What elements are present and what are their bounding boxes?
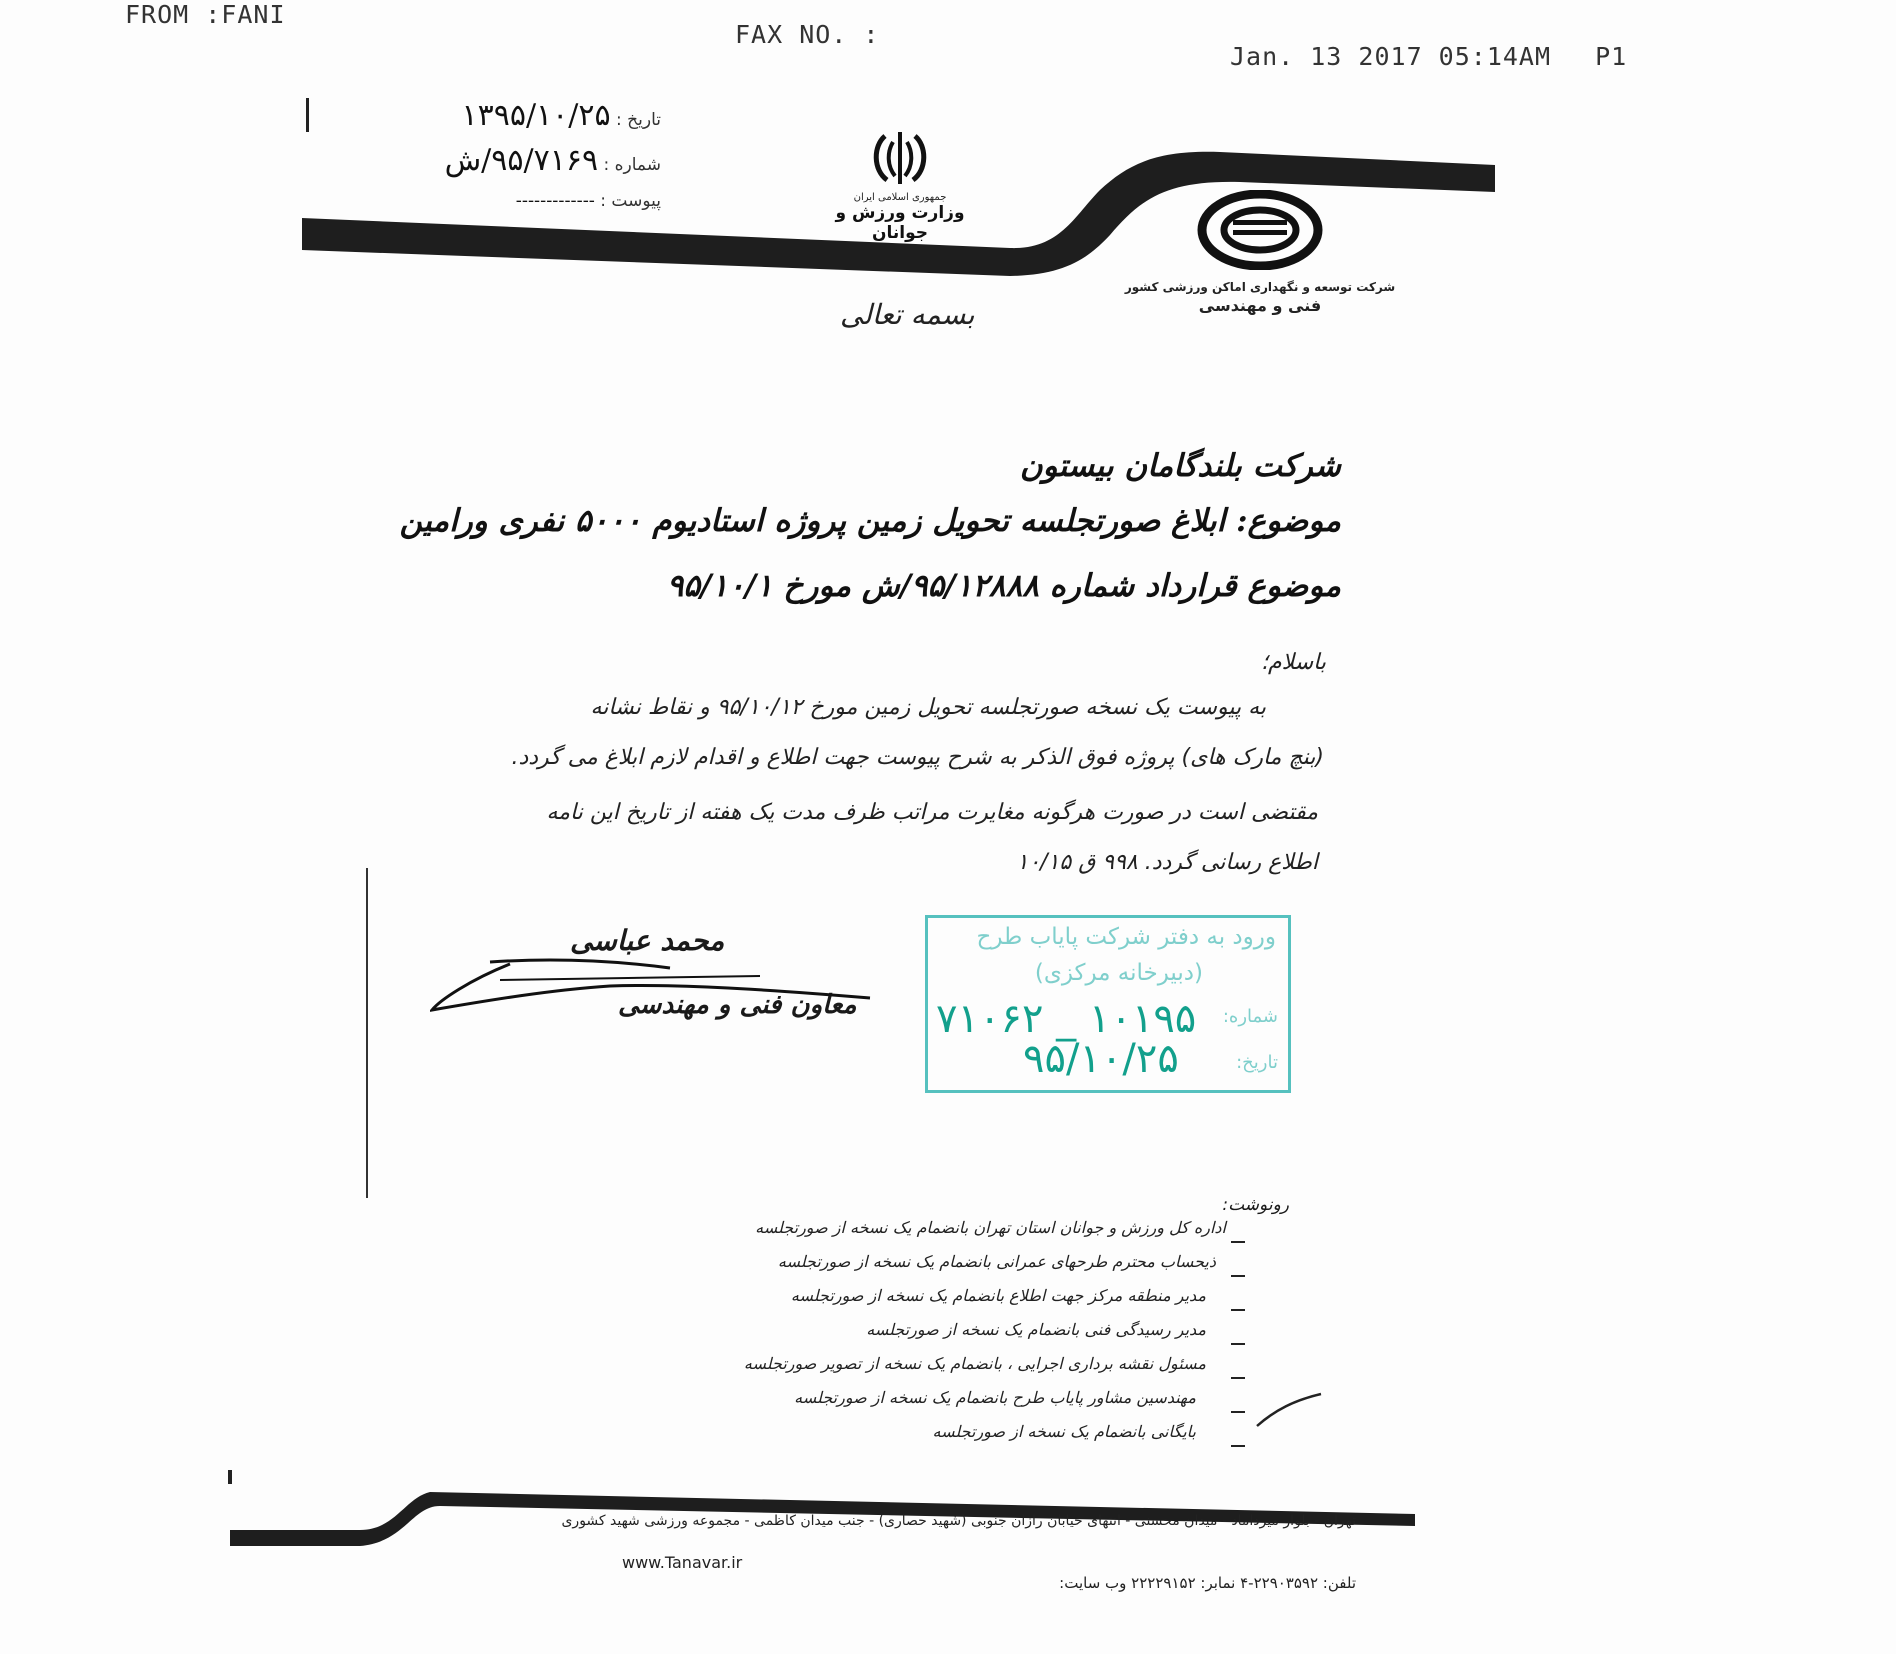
cc-item: مسئول نقشه برداری اجرایی ، بانضمام یک نسخه از تصویر صورتجلسه: [743, 1354, 1206, 1373]
signer-title: معاون فنی و مهندسی: [618, 990, 857, 1020]
contract-subject: موضوع قرارداد شماره ۹۵/۱۲۸۸۸/ش مورخ ۹۵/۱۰/۱: [666, 568, 1341, 604]
cc-item: مهندسین مشاور پایاب طرح بانضمام یک نسخه از صورتجلسه: [794, 1388, 1196, 1407]
body-line: (بنچ مارک های) پروژه فوق الذکر به شرح پیوست جهت اطلاع و اقدام لازم ابلاغ می گردد.: [511, 745, 1324, 770]
received-stamp: [925, 915, 1291, 1093]
stamp-date-label: تاریخ:: [1236, 1052, 1278, 1073]
body-line: به پیوست یک نسخه صورتجلسه تحویل زمین مورخ ۹۵/۱۰/۱۲ و نقاط نشانه: [590, 695, 1266, 720]
recipient: شرکت بلندگامان بیستون: [1019, 448, 1341, 484]
letter-subject: موضوع: ابلاغ صورتجلسه تحویل زمین پروژه استادیوم ۵۰۰۰ نفری ورامین: [399, 503, 1341, 539]
basmala: بسمه تعالی: [840, 298, 975, 331]
body-line: مقتضی است در صورت هرگونه مغایرت مراتب ظرف مدت یک هفته از تاریخ این نامه: [546, 800, 1318, 825]
footer-address: تهران - بلوار میرداماد - میدان محسنی - انتهای خیابان رازان جنوبی (شهید حصاری) - جنب میدان کاظمی - مجموعه ورزشی شهید کشوری: [561, 1513, 1356, 1529]
government-title: جمهوری اسلامی ایران: [853, 192, 947, 203]
cc-item: ذیحساب محترم طرحهای عمرانی بانضمام یک نسخه از صورتجلسه: [777, 1252, 1216, 1271]
footer-website: www.Tanavar.ir: [622, 1553, 743, 1572]
stamp-number-label: شماره:: [1222, 1006, 1278, 1027]
cc-item: مدیر منطقه مرکز جهت اطلاع بانضمام یک نسخه از صورتجلسه: [790, 1286, 1206, 1305]
body-line: اطلاع رسانی گردد. ۹۹۸ ق ۱۰/۱۵: [1016, 850, 1318, 875]
stamp-number: ۱۰۱۹۵ _ ۷۱۰۶۲: [936, 996, 1197, 1042]
iran-emblem-block: [815, 128, 985, 243]
footer-contact: تلفن: ۲۲۹۰۳۵۹۲-۴ نمابر: ۲۲۲۲۹۱۵۲ وب سایت:: [1059, 1574, 1356, 1592]
iran-emblem-icon: [865, 128, 935, 188]
signer-name: محمد عباسی: [570, 924, 725, 957]
meta-number-value: ۹۵/۷۱۶۹/ش: [444, 143, 599, 178]
cc-item: مدیر رسیدگی فنی بانضمام یک نسخه از صورتجلسه: [866, 1320, 1206, 1339]
stamp-date: ۹۵/۱۰/۲۵: [1023, 1036, 1179, 1082]
ministry-title: وزارت ورزش و جوانان: [835, 203, 965, 243]
cc-label: رونوشت:: [1222, 1195, 1289, 1215]
stamp-line-1: ورود به دفتر شرکت پایاب طرح: [976, 924, 1276, 950]
footer-band: [0, 1470, 1896, 1550]
company-name: شرکت توسعه و نگهداری اماکن ورزشی کشور: [1124, 280, 1396, 294]
department-name: فنی و مهندسی: [1198, 296, 1322, 315]
margin-rule: [366, 868, 368, 1198]
cc-dashes: [1225, 1218, 1255, 1448]
cc-item: اداره کل ورزش و جوانان استان تهران بانضمام یک نسخه از صورتجلسه: [755, 1218, 1226, 1237]
meta-date-value: ۱۳۹۵/۱۰/۲۵: [461, 98, 611, 133]
handwritten-signature: [430, 950, 880, 1020]
checkmark-annotation: [1255, 1390, 1325, 1430]
meta-date-label: تاریخ :: [616, 110, 661, 130]
meta-attachment-value: -------------: [515, 190, 595, 211]
company-logo-block: [1110, 190, 1410, 315]
meta-number-label: شماره :: [603, 155, 661, 175]
fax-from: FROM :FANI: [125, 0, 286, 29]
stamp-line-2: (دبیرخانه مرکزی): [1034, 960, 1203, 986]
company-logo-icon: [1195, 190, 1325, 270]
meta-attachment-label: پیوست :: [600, 191, 661, 211]
greeting: باسلام؛: [1260, 650, 1326, 675]
cc-item: بایگانی بانضمام یک نسخه از صورتجلسه: [932, 1422, 1196, 1441]
fax-date-time: Jan. 13 2017 05:14AM: [1230, 42, 1552, 71]
fax-page: P1: [1595, 42, 1628, 71]
fax-number: FAX NO. :: [735, 20, 880, 49]
